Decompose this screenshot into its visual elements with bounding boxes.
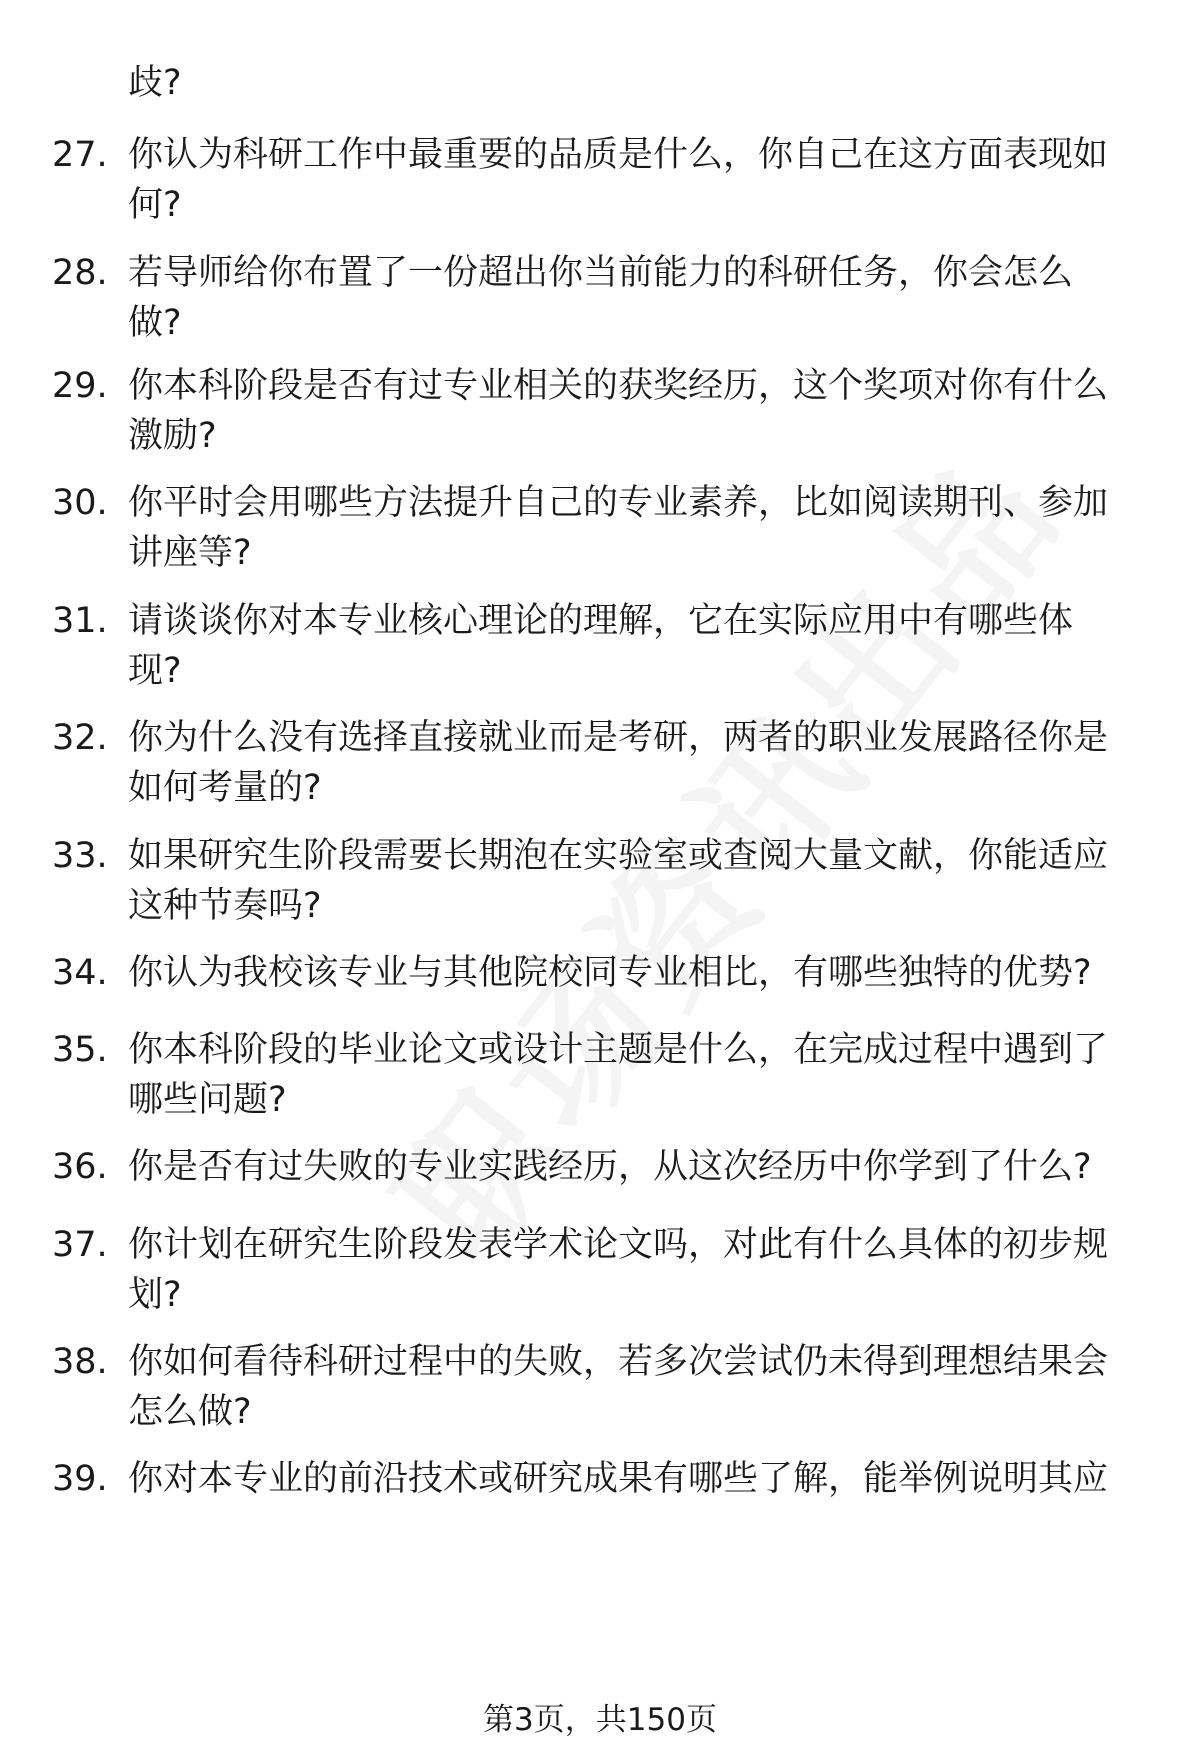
question-number: 32. [52, 718, 108, 758]
question-line: 激励? [128, 416, 217, 456]
question-line: 你如何看待科研过程中的失败，若多次尝试仍未得到理想结果会 [128, 1342, 1109, 1382]
question-number: 31. [52, 601, 108, 641]
question-line: 何? [128, 185, 182, 225]
question-text [128, 478, 1143, 578]
question-line: 这种节奏吗? [128, 886, 322, 926]
question-text [128, 1025, 1143, 1125]
question-text [128, 1454, 1143, 1504]
question-line: 你计划在研究生阶段发表学术论文吗，对此有什么具体的初步规 [128, 1225, 1109, 1265]
question-text [128, 1337, 1143, 1437]
question-line: 你对本专业的前沿技术或研究成果有哪些了解，能举例说明其应 [128, 1459, 1109, 1499]
question-line: 你为什么没有选择直接就业而是考研，两者的职业发展路径你是 [128, 718, 1109, 758]
question-line: 你平时会用哪些方法提升自己的专业素养，比如阅读期刊、参加 [128, 483, 1109, 523]
question-line: 你认为我校该专业与其他院校同专业相比，有哪些独特的优势? [128, 953, 1092, 993]
question-text [128, 248, 1143, 348]
question-text [128, 948, 1143, 998]
question-text [128, 831, 1143, 931]
question-line: 现? [128, 651, 182, 691]
question-line: 你是否有过失败的专业实践经历，从这次经历中你学到了什么? [128, 1147, 1092, 1187]
question-number: 28. [52, 253, 108, 293]
question-line: 如果研究生阶段需要长期泡在实验室或查阅大量文献，你能适应 [128, 836, 1109, 876]
question-line: 你本科阶段是否有过专业相关的获奖经历，这个奖项对你有什么 [128, 366, 1109, 406]
question-number: 30. [52, 483, 108, 523]
question-text [128, 361, 1143, 461]
question-line: 如何考量的? [128, 768, 322, 808]
question-line: 你认为科研工作中最重要的品质是什么，你自己在这方面表现如 [128, 135, 1109, 175]
question-line: 若导师给你布置了一份超出你当前能力的科研任务，你会怎么 [128, 253, 1074, 293]
question-text [128, 713, 1143, 813]
question-text [128, 130, 1143, 230]
question-line: 请谈谈你对本专业核心理论的理解，它在实际应用中有哪些体 [128, 601, 1074, 641]
question-text [128, 1220, 1143, 1320]
question-text [128, 1142, 1143, 1192]
question-line: 划? [128, 1275, 182, 1315]
question-number: 29. [52, 366, 108, 406]
question-number: 37. [52, 1225, 108, 1265]
question-number: 35. [52, 1030, 108, 1070]
question-line: 做? [128, 303, 182, 343]
question-line: 讲座等? [128, 533, 252, 573]
question-number: 34. [52, 953, 108, 993]
question-continuation: 歧? [128, 63, 182, 103]
question-number: 33. [52, 836, 108, 876]
question-line: 怎么做? [128, 1392, 252, 1432]
question-number: 38. [52, 1342, 108, 1382]
question-number: 27. [52, 135, 108, 175]
question-text [128, 596, 1143, 696]
question-number: 39. [52, 1459, 108, 1499]
question-line: 你本科阶段的毕业论文或设计主题是什么，在完成过程中遇到了 [128, 1030, 1109, 1070]
page-footer: 第3页，共150页 [483, 1702, 717, 1738]
question-line: 哪些问题? [128, 1080, 287, 1120]
question-number: 36. [52, 1147, 108, 1187]
